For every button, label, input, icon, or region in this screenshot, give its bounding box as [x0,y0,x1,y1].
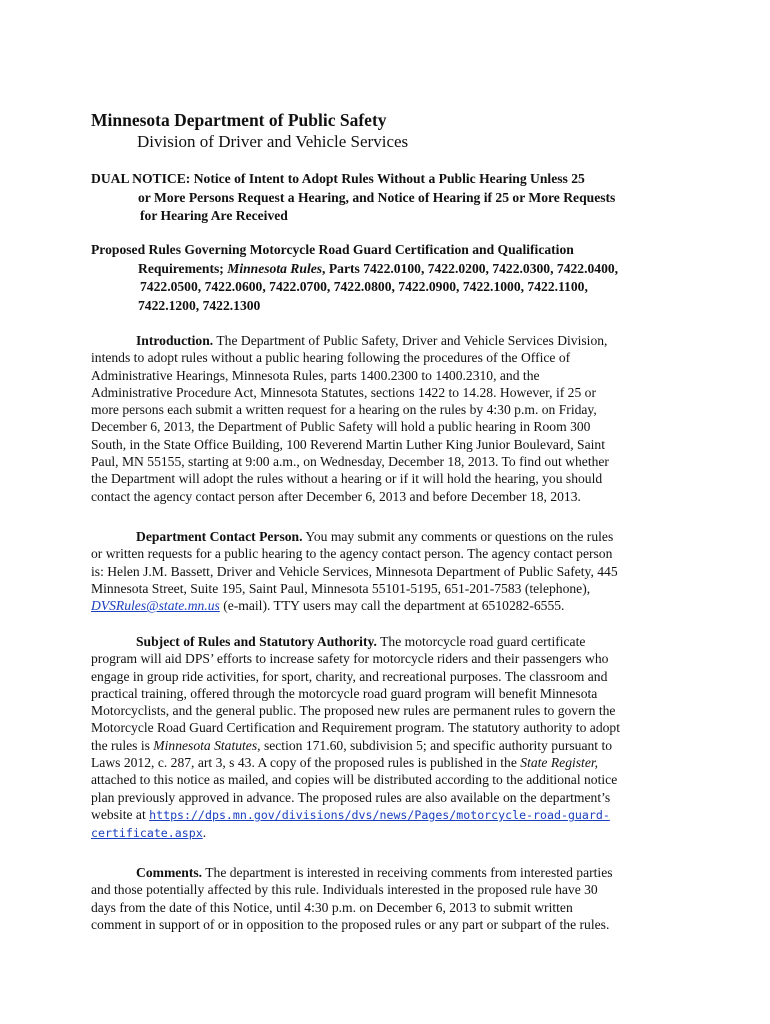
proposed-line: 7422.1200, 7422.1300 [138,297,261,313]
paragraph-text: the rules is [91,737,154,753]
paragraph-line: the Department will adopt the rules without a hearing or if it will hold the hearing, you should [91,471,603,487]
paragraph-line: Administrative Procedure Act, Minnesota Statutes, sections 1422 to 14.28. However, if 25 or [91,384,596,400]
state-register-italic: State Register, [520,755,599,771]
paragraph-line [91,754,681,771]
proposed-line: 7422.0500, 7422.0600, 7422.0700, 7422.0800, 7422.0900, 7422.1000, 7422.1100, [140,279,588,294]
proposed-text: , Parts 7422.0100, 7422.0200, 7422.0300, 7422.0400, [322,260,619,276]
organization-title: Minnesota Department of Public Safety [91,110,387,130]
comments-paragraph [91,864,681,933]
paragraph-line [91,633,681,650]
paragraph-line: plan previously approved in advance. The proposed rules are also available on the department’s [91,789,611,805]
subject-heading: Subject of Rules and Statutory Authority. [136,634,377,649]
contact-heading: Department Contact Person. [136,529,303,544]
minnesota-rules-italic: Minnesota Rules [227,260,323,276]
paragraph-line: Motorcycle Road Guard Certification and Requirement program. The statutory authority to adopt [91,720,621,736]
paragraph-line [91,332,681,349]
introduction-paragraph [91,332,681,505]
paragraph-line: Minnesota Street, Suite 195, Saint Paul, Minnesota 55101-5195, 651-201-7583 (telephone), [91,580,591,596]
paragraph-line [91,597,681,614]
paragraph-text: The motorcycle road guard certificate [376,634,586,649]
introduction-heading: Introduction. [136,333,214,348]
paragraph-line: or written requests for a public hearing to the agency contact person. The agency contact person [91,546,613,562]
paragraph-line: practical training, offered through the motorcycle road guard program will benefit Minnesota [91,685,598,701]
contact-email-link[interactable]: DVSRules@state.mn.us [91,598,220,614]
paragraph-text: (e-mail). TTY users may call the department at 6510282-6555. [219,598,565,614]
paragraph-text: Laws 2012, c. 287, art 3, s 43. A copy of the proposed rules is published in the [91,755,521,771]
dual-notice-heading [91,170,691,226]
paragraph-line: is: Helen J.M. Bassett, Driver and Vehicle Services, Minnesota Department of Public Safety, 445 [91,563,618,579]
comments-heading: Comments. [136,865,203,880]
paragraph-text: website at [91,806,150,822]
paragraph-line: December 6, 2013, the Department of Public Safety will hold a public hearing in Room 300 [91,419,591,435]
paragraph-line [91,528,681,545]
proposed-rules-heading [91,241,691,315]
paragraph-line: more persons each submit a written request for a hearing on the rules by 4:30 p.m. on Friday, [91,402,597,418]
notice-line: DUAL NOTICE: Notice of Intent to Adopt Rules Without a Public Hearing Unless 25 [91,171,585,186]
paragraph-line: days from the date of this Notice, until 4:30 p.m. on December 6, 2013 to submit written [91,899,573,915]
rules-website-link[interactable]: https://dps.mn.gov/divisions/dvs/news/Pages/motorcycle-road-guard- [149,807,610,822]
rules-website-link-continued[interactable]: certificate.aspx [91,826,203,841]
paragraph-line: South, in the State Office Building, 100 Reverend Martin Luther King Junior Boulevard, Saint [91,436,605,452]
paragraph-line [91,864,681,881]
paragraph-text: , section 171.60, subdivision 5; and specific authority pursuant to [257,737,613,753]
paragraph-text: You may submit any comments or questions on the rules [302,529,614,544]
contact-paragraph [91,528,681,614]
paragraph-line: intends to adopt rules without a public hearing following the procedures of the Office of [91,350,571,366]
paragraph-line: program will aid DPS’ efforts to increase safety for motorcycle riders and their passengers who [91,651,609,667]
paragraph-text: The Department of Public Safety, Driver and Vehicle Services Division, [213,333,608,348]
paragraph-text: The department is interested in receiving comments from interested parties [202,865,613,880]
paragraph-line [91,824,681,842]
paragraph-line: and those potentially affected by this rule. Individuals interested in the proposed rule have 30 [91,882,598,898]
paragraph-line: attached to this notice as mailed, and copies will be distributed according to the additional notice [91,772,618,788]
proposed-line: Proposed Rules Governing Motorcycle Road Guard Certification and Qualification [91,242,574,257]
paragraph-text: . [202,825,207,841]
paragraph-line: Motorcyclists, and the general public. The proposed new rules are permanent rules to govern the [91,703,616,719]
paragraph-line: Paul, MN 55155, starting at 9:00 a.m., on Wednesday, December 18, 2013. To find out whether [91,454,609,470]
paragraph-line: Administrative Hearings, Minnesota Rules, parts 1400.2300 to 1400.2310, and the [91,367,540,383]
division-subtitle: Division of Driver and Vehicle Services [137,132,409,151]
minnesota-statutes-italic: Minnesota Statutes [153,737,258,753]
paragraph-line: contact the agency contact person after December 6, 2013 and before December 18, 2013. [91,488,581,504]
paragraph-line: engage in group ride activities, for sport, charity, and recreational purposes. The classroom and [91,668,608,684]
paragraph-line [91,737,681,754]
notice-line: or More Persons Request a Hearing, and Notice of Hearing if 25 or More Requests [138,189,616,205]
proposed-text: Requirements; [138,260,228,276]
proposed-line [91,260,691,279]
subject-paragraph [91,633,681,843]
notice-line: for Hearing Are Received [140,208,288,223]
paragraph-line: comment in support of or in opposition to the proposed rules or any part or subpart of the rules. [91,916,610,932]
paragraph-line [91,806,681,824]
